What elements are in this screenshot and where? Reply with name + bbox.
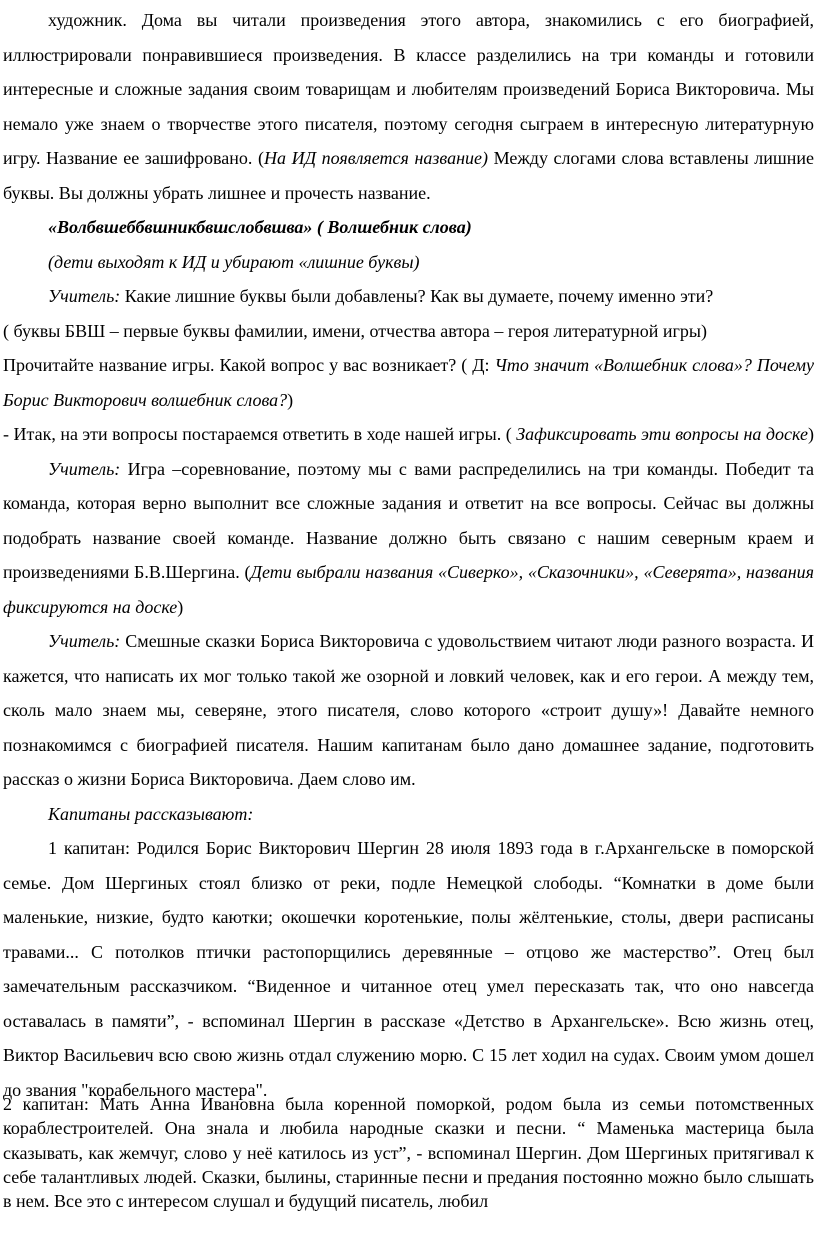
captains-heading: Капитаны рассказывают: [48, 803, 254, 824]
teacher-question-3: - Итак, на эти вопросы постараемся ответить в ходе нашей игры. ( Зафиксировать эти вопросы на доске) [3, 424, 814, 444]
main-text [3, 3, 814, 1107]
teacher-question-4: Учитель: Игра –соревнование, поэтому мы с вами распределились на три команды. Победит та команда, которая верно выполнит все сложные задания и ответит на все вопросы. Сейчас вы должны подобрать название своей команде. Название должно быть связано с нашим северным краем и произведениями Б.В.Шергина. (Дети выбрали названия «Сиверко», «Сказочники», «Северята», названия фиксируются на доске) [3, 458, 814, 617]
intro-paragraph: иллюстрировали понравившиеся произведения. В классе разделились на три команды и готовили интересные и сложные задания своим товарищам и любителям произведений Бориса Викторовича. Мы немало уже знаем о творчестве этого писателя, поэтому сегодня сыграем в интересную литературную игру. Название ее зашифровано. (На ИД появляется название) Между слогами слова вставлены лишние буквы. Вы должны убрать лишнее и прочесть название. [3, 44, 815, 203]
captain-1-story: 1 капитан: Родился Борис Викторович Шергин 28 июля 1893 года в г.Архангельске в поморской семье. Дом Шергиных стоял близко от реки, подле Немецкой слободы. “Комнатки в доме были маленькие, низкие, будто каютки; окошечки коротенькие, полы жёлтенькие, столы, двери расписаны травами... С потолков птички растопорщились деревянные – отцово же мастерство”. Отец был замечательным рассказчиком. “Виденное и читанное отец умел пересказать так, что оно навсегда оставалась в памяти”, - вспоминал Шергин в рассказе «Детство в Архангельске». Всю жизнь отец, Виктор Васильевич всю свою жизнь отдал служению морю. С 15 лет ходил на судах. Своим умом дошел до звания "корабельного мастера". [3, 838, 814, 1100]
teacher-question-5: Учитель: Смешные сказки Бориса Викторовича с удовольствием читают люди разного возраста. И кажется, что написать их мог только такой же озорной и ловкий человек, как и его герои. А между тем, сколь мало знаем мы, северяне, этого писателя, слово которого «строит душу»! Давайте немного познакомимся с биографией писателя. Нашим капитанам было дано домашнее задание, подготовить рассказ о жизни Бориса Викторовича. Даем слово им. [3, 631, 814, 789]
teacher-question-1: Учитель: Какие лишние буквы были добавлены? Как вы думаете, почему именно эти? [48, 286, 714, 306]
teacher-question-2: Прочитайте название игры. Какой вопрос у вас возникает? ( Д: Что значит «Волшебник слова»? Почему Борис Викторович волшебник слова?) [3, 355, 814, 410]
stage-note: (дети выходят к ИД и убирают «лишние буквы) [48, 251, 420, 272]
captain-2-story: 2 капитан: Мать Анна Ивановна была коренной поморкой, родом была из семьи потомственных кораблестроителей. Она знала и любила народные сказки и песни. “ Маменька мастерица была сказывать, как жемчуг, слово у неё катилось из уст”, - вспоминал Шергин. Дом Шергиных притягивал к себе талантливых людей. Сказки, былины, старинные песни и предания постоянно можно было слышать в нем. Все это с интересом слушал и будущий писатель, любил [3, 1094, 814, 1212]
captain-2-section [3, 1092, 814, 1213]
game-title: «Волбвшеббвшникбвшслобвшва» ( Волшебник слова) [48, 217, 472, 237]
answer-1: ( буквы БВШ – первые буквы фамилии, имени, отчества автора – героя литературной игры) [3, 320, 707, 341]
intro-first-line: художник. Дома вы читали произведения этого автора, знакомились с его биографией, [48, 10, 814, 30]
